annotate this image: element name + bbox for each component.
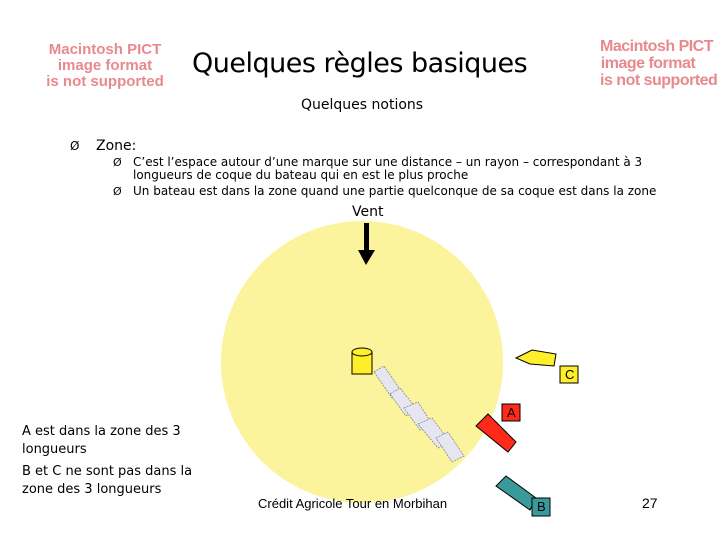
caption-bc: B et C ne sont pas dans la zone des 3 longueurs	[22, 464, 193, 497]
footer-text: Crédit Agricole Tour en Morbihan	[258, 496, 448, 511]
wind-label: Vent	[352, 204, 384, 220]
placeholder-line: Macintosh PICT	[48, 41, 162, 58]
slide-subtitle: Quelques notions	[301, 97, 424, 113]
bullet-arrow-icon: Ø	[113, 156, 122, 169]
bullet-zone-definition: C’est l’espace autour d’une marque sur une distance – un rayon – correspondant à 3 longueurs de coque du bateau qui en est le plus proche	[133, 155, 643, 182]
boat-b-label: B	[537, 499, 546, 514]
boat-c-label: C	[565, 367, 575, 382]
placeholder-line: image format	[600, 54, 696, 72]
placeholder-line: image format	[57, 56, 153, 74]
caption-a: A est dans la zone des 3 longueurs	[22, 424, 181, 457]
boat-a-label: A	[507, 405, 516, 420]
placeholder-line: Macintosh PICT	[600, 38, 714, 55]
page-number: 27	[642, 495, 658, 511]
bullet-arrow-icon: Ø	[70, 139, 80, 153]
mark-buoy	[352, 348, 372, 374]
placeholder-line: is not supported	[600, 71, 718, 89]
caption-box	[22, 423, 227, 509]
placeholder-line: is not supported	[46, 72, 164, 90]
slide-title: Quelques règles basiques	[192, 48, 528, 79]
bullet-in-zone-rule: Un bateau est dans la zone quand une partie quelconque de sa coque est dans la zone	[133, 184, 657, 198]
bullet-arrow-icon: Ø	[113, 185, 122, 198]
zone-label: Zone:	[96, 138, 137, 154]
